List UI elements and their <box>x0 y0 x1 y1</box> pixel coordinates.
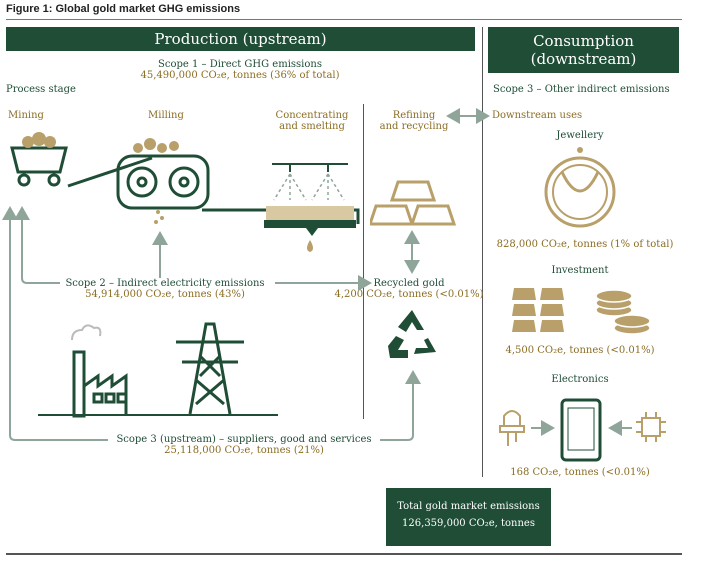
smelter-icon <box>262 158 358 254</box>
stage-refining-line2: and recycling <box>379 121 449 132</box>
investment-value: 4,500 CO₂e, tonnes (<0.01%) <box>505 345 655 356</box>
electronics-value: 168 CO₂e, tonnes (<0.01%) <box>510 467 650 478</box>
electronics-label: Electronics <box>551 374 609 385</box>
total-label: Total gold market emissions <box>397 501 540 512</box>
pylon-icon <box>160 316 260 416</box>
scope1-label: Scope 1 – Direct GHG emissions <box>158 59 322 70</box>
chip-icon <box>634 410 668 444</box>
consumption-header-line1: Consumption <box>533 32 634 50</box>
total-value: 126,359,000 CO₂e, tonnes <box>402 518 535 529</box>
recycled-gold-value: 4,200 CO₂e, tonnes (<0.01%) <box>334 289 484 300</box>
scope3-downstream-label: Scope 3 – Other indirect emissions <box>493 84 670 95</box>
process-stage-label: Process stage <box>6 84 76 95</box>
ground-line <box>38 414 278 416</box>
jewellery-value: 828,000 CO₂e, tonnes (1% of total) <box>496 239 674 250</box>
recycle-icon <box>384 306 440 362</box>
necklace-icon <box>540 146 620 236</box>
scope2-to-mining-arrow <box>22 208 60 283</box>
scope3-to-recycling-arrow <box>380 372 413 440</box>
bullion-stack-icon <box>510 284 570 340</box>
scope1-value: 45,490,000 CO₂e, tonnes (36% of total) <box>140 70 340 81</box>
stage-concentrating-line2: and smelting <box>279 121 345 132</box>
factory-icon <box>36 318 176 418</box>
stage-refining-line1: Refining <box>392 110 436 121</box>
gold-bars-icon <box>370 178 462 230</box>
figure-title: Figure 1: Global gold market GHG emissions <box>6 3 241 15</box>
recycled-gold-label: Recycled gold <box>373 278 445 289</box>
coin-stack-icon <box>592 284 656 340</box>
stage-milling: Milling <box>148 110 184 121</box>
scope3-upstream-label: Scope 3 (upstream) – suppliers, good and services <box>116 434 372 445</box>
stage-concentrating-line1: Concentrating <box>275 110 349 121</box>
production-header: Production (upstream) <box>6 27 475 51</box>
led-icon <box>496 406 530 450</box>
scope3-upstream-value: 25,118,000 CO₂e, tonnes (21%) <box>164 445 324 456</box>
jewellery-label: Jewellery <box>556 130 604 141</box>
investment-label: Investment <box>551 265 609 276</box>
scope2-value: 54,914,000 CO₂e, tonnes (43%) <box>85 289 245 300</box>
consumption-header-line2: (downstream) <box>530 50 637 68</box>
stage-downstream-uses: Downstream uses <box>492 110 583 121</box>
smartphone-icon <box>558 398 606 462</box>
scope2-label: Scope 2 – Indirect electricity emissions <box>65 278 265 289</box>
stage-mining: Mining <box>8 110 44 121</box>
